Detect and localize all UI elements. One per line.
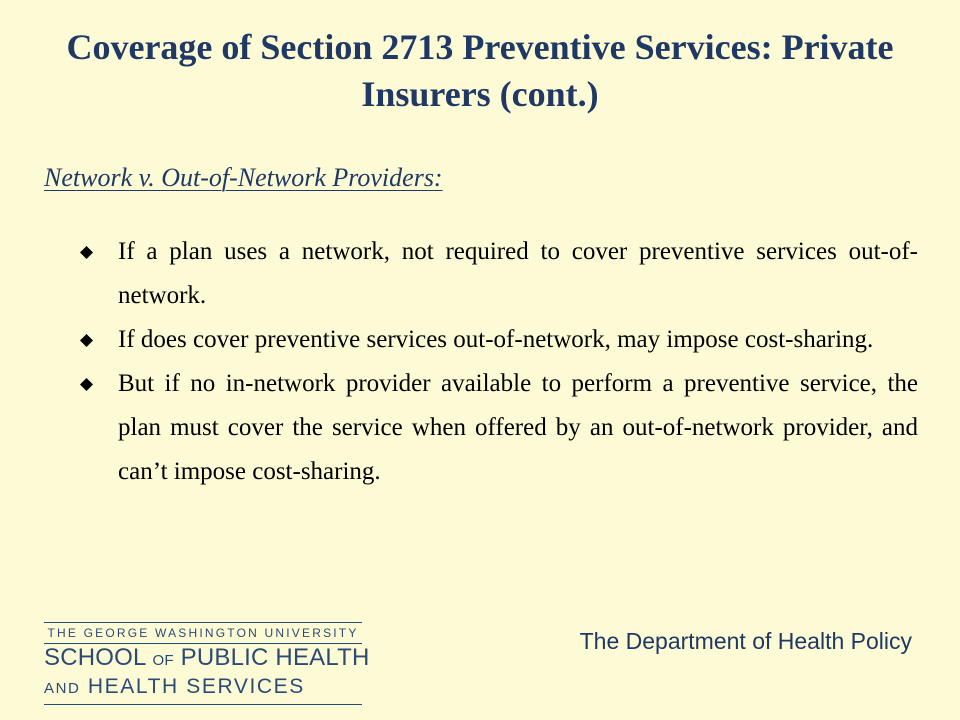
bullet-item bbox=[78, 362, 918, 494]
department-name: The Department of Health Policy bbox=[579, 628, 912, 654]
diamond-bullet-icon bbox=[80, 378, 93, 391]
slide-title: Coverage of Section 2713 Preventive Services: Private Insurers (cont.) bbox=[66, 27, 894, 114]
logo-bottom-rule bbox=[44, 704, 362, 705]
logo-school-word: SCHOOL bbox=[44, 644, 146, 671]
bullet-text: If does cover preventive services out-of-network, may impose cost-sharing. bbox=[118, 326, 874, 353]
bullet-text: But if no in-network provider available to perform a preventive service, the plan must cover the service when offered by an out-of-network provider, and can’t impose cost-sharing. bbox=[118, 370, 918, 485]
bullet-list bbox=[78, 230, 918, 494]
gwu-sphhs-logo bbox=[44, 622, 370, 705]
logo-school-line bbox=[44, 644, 370, 675]
logo-health-services: HEALTH SERVICES bbox=[87, 675, 305, 698]
logo-health-services-line bbox=[44, 675, 362, 704]
bullet-item bbox=[78, 230, 918, 318]
logo-university-line: THE GEORGE WASHINGTON UNIVERSITY bbox=[47, 626, 359, 640]
logo-public-health: PUBLIC HEALTH bbox=[180, 644, 370, 671]
bullet-text: If a plan uses a network, not required to cover preventive services out-of-network. bbox=[118, 238, 918, 309]
section-subheading: Network v. Out-of-Network Providers: bbox=[44, 163, 443, 192]
diamond-bullet-icon bbox=[80, 246, 93, 259]
diamond-bullet-icon bbox=[80, 334, 93, 347]
logo-and-word: AND bbox=[44, 680, 81, 697]
bullet-item bbox=[78, 318, 918, 362]
logo-of-word: OF bbox=[152, 652, 174, 669]
